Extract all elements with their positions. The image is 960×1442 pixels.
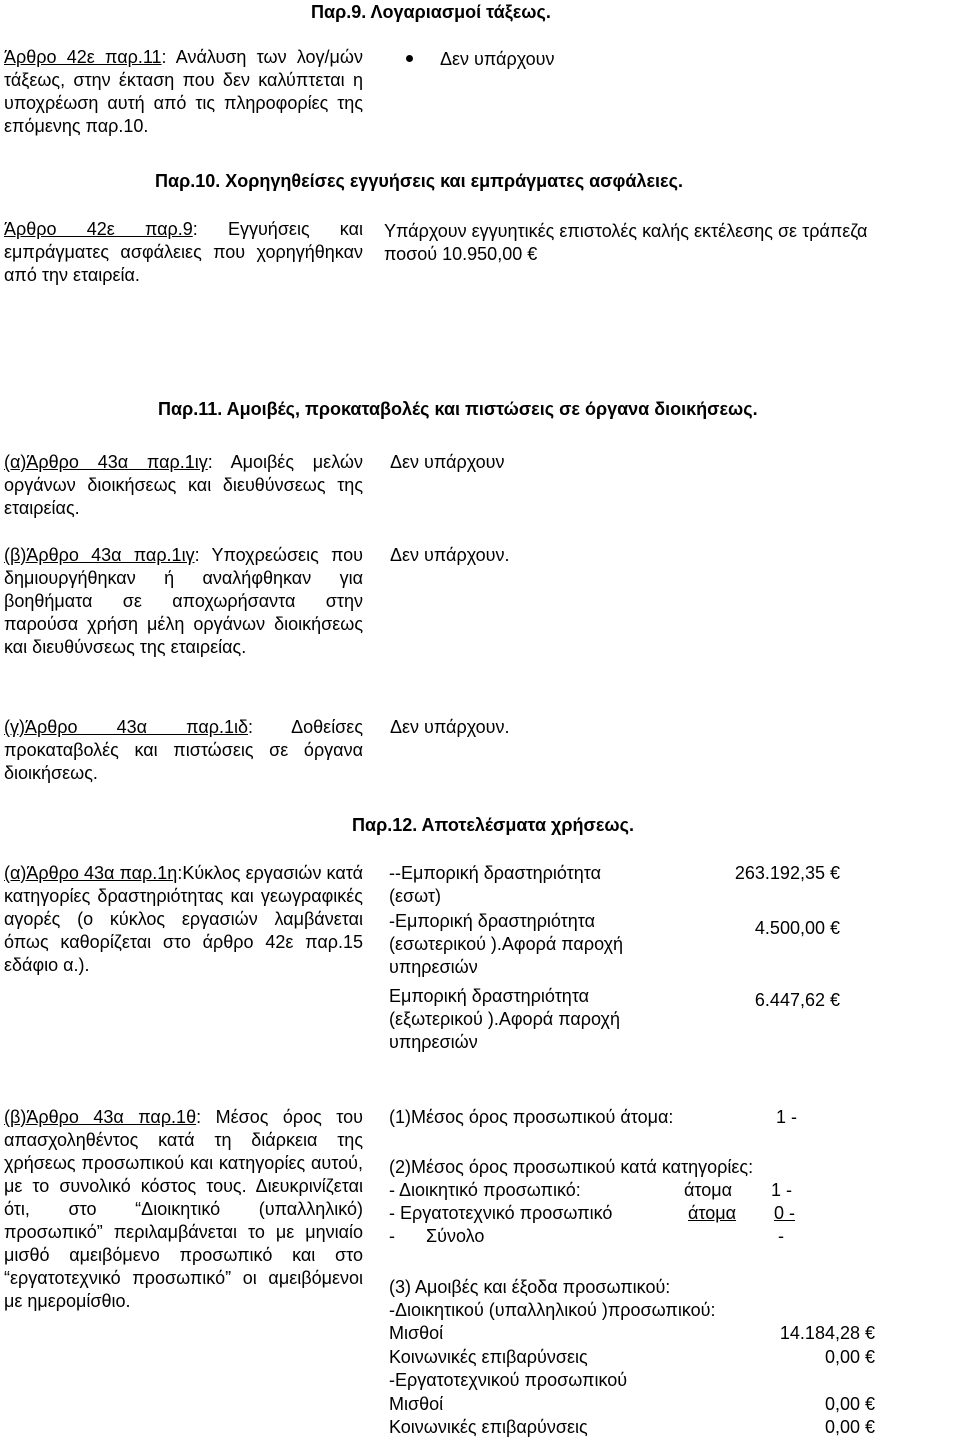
- staff-cat-title: (2)Μέσος όρος προσωπικού κατά κατηγορίες:: [389, 1157, 754, 1177]
- sec10-title: Παρ.10. Χορηγηθείσες εγγυήσεις και εμπράγματες ασφάλειες.: [155, 171, 683, 191]
- sec10-right-line1: Υπάρχουν εγγυητικές επιστολές καλής εκτέλεσης σε τράπεζα: [384, 221, 868, 241]
- sec11-b-text: [4, 544, 363, 659]
- bullet-icon: [406, 55, 413, 62]
- turnover-row-3-amount: 6.447,62 €: [754, 990, 840, 1010]
- sec12-a-ref: (α)Άρθρο 43α παρ.1η: [4, 863, 178, 883]
- sec12-a-desc: :Κύκλος εργασιών κατά κατηγορίες δραστηριότητας και γεωγραφικές αγορές (ο κύκλος εργασιών λαμβάνεται όπως καθορίζεται στο άρθρο 42ε παρ.15 εδάφιο α.).: [4, 863, 363, 975]
- sec11-b-desc: : Υποχρεώσεις που δημιουργήθηκαν ή αναλήφθηκαν για βοηθήματα σε αποχωρήσαντα στην παρούσα χρήση μέλη οργάνων διοικήσεως και διευθύνσεως της εταιρείας.: [4, 545, 364, 657]
- sec10-right-line2: ποσού 10.950,00 €: [384, 244, 538, 264]
- sec11-c-desc: : Δοθείσες προκαταβολές και πιστώσεις σε όργανα διοικήσεως.: [4, 717, 363, 783]
- sec11-c-ref: (γ)Άρθρο 43α παρ.1ιδ: [4, 717, 248, 737]
- staff-total-dash: -: [389, 1226, 395, 1246]
- sec11-b-right: Δεν υπάρχουν.: [390, 545, 510, 565]
- staff-avg-label: (1)Μέσος όρος προσωπικού άτομα:: [389, 1107, 674, 1127]
- turnover-row-3-label2: (εξωτερικού ).Αφορά παροχή: [389, 1009, 621, 1029]
- sec11-a-ref: (α)Άρθρο 43α παρ.1ιγ: [4, 452, 208, 472]
- turnover-row-2-label2: (εσωτερικού ).Αφορά παροχή: [389, 934, 624, 954]
- staff-worker-social-label: Κοινωνικές επιβαρύνσεις: [389, 1417, 588, 1437]
- turnover-row-2-label1: -Εμπορική δραστηριότητα: [389, 911, 596, 931]
- staff-admin-value: 1 -: [771, 1180, 793, 1200]
- sec11-c-text: [4, 716, 363, 785]
- sec10-desc: : Εγγυήσεις και εμπράγματες ασφάλειες που χορηγήθηκαν από την εταιρεία.: [4, 219, 363, 285]
- staff-worker-salary-label: Μισθοί: [389, 1394, 444, 1414]
- turnover-row-3-label3: υπηρεσιών: [389, 1032, 478, 1052]
- staff-admin-label: - Διοικητικό προσωπικό:: [389, 1180, 581, 1200]
- turnover-row-2-amount: 4.500,00 €: [754, 918, 840, 938]
- staff-admin-salary: 14.184,28 €: [779, 1323, 875, 1343]
- staff-worker-salary: 0,00 €: [824, 1394, 875, 1414]
- staff-worker-social: 0,00 €: [824, 1417, 875, 1437]
- sec10-left-text: [4, 218, 363, 287]
- sec11-a-text: [4, 451, 363, 520]
- sec9-left-text: [4, 46, 363, 138]
- turnover-row-3-label1: Εμπορική δραστηριότητα: [389, 986, 590, 1006]
- staff-comp-title: (3) Αμοιβές και έξοδα προσωπικού:: [389, 1277, 671, 1297]
- sec11-a-desc: : Αμοιβές μελών οργάνων διοικήσεως και διευθύνσεως της εταιρείας.: [4, 452, 363, 518]
- staff-worker-comp-title: -Εργατοτεχνικού προσωπικού: [389, 1370, 628, 1390]
- staff-worker-value: 0 -: [774, 1203, 796, 1223]
- sec12-a-text: [4, 862, 363, 977]
- staff-total-label: Σύνολο: [426, 1226, 485, 1246]
- sec11-c-right: Δεν υπάρχουν.: [390, 717, 510, 737]
- staff-admin-comp-title: -Διοικητικού (υπαλληλικού )προσωπικού:: [389, 1300, 716, 1320]
- sec11-a-right: Δεν υπάρχουν: [390, 452, 505, 472]
- turnover-row-1-label2: (εσωτ): [389, 886, 442, 906]
- staff-worker-label: - Εργατοτεχνικό προσωπικό: [389, 1203, 613, 1223]
- sec12-title: Παρ.12. Αποτελέσματα χρήσεως.: [352, 815, 634, 835]
- sec12-b-ref: (β)Άρθρο 43α παρ.1θ: [4, 1107, 197, 1127]
- staff-admin-unit: άτομα: [684, 1180, 733, 1200]
- staff-admin-social-label: Κοινωνικές επιβαρύνσεις: [389, 1347, 588, 1367]
- turnover-row-1-amount: 263.192,35 €: [734, 863, 840, 883]
- staff-total-value: -: [778, 1226, 784, 1246]
- staff-admin-social: 0,00 €: [824, 1347, 875, 1367]
- sec9-right: Δεν υπάρχουν: [440, 49, 555, 69]
- sec12-b-text: [4, 1106, 363, 1313]
- turnover-row-1-label1: --Εμπορική δραστηριότητα: [389, 863, 602, 883]
- sec11-b-ref: (β)Άρθρο 43α παρ.1ιγ: [4, 545, 195, 565]
- sec9-ref: Άρθρο 42ε παρ.11: [4, 47, 162, 67]
- sec11-title: Παρ.11. Αμοιβές, προκαταβολές και πιστώσεις σε όργανα διοικήσεως.: [158, 399, 758, 419]
- staff-worker-unit: άτομα: [688, 1203, 737, 1223]
- sec12-b-desc: : Μέσος όρος του απασχοληθέντος κατά τη διάρκεια της χρήσεως προσωπικού και κατηγορίες αυτού, με το συνολικό κόστος τους. Διευκρινίζεται ότι, στο “Διοικητικό (υπαλληλικό) προσωπικό” περιλαμβάνεται το με μηνιαίο μισθό αμειβόμενο προσωπικό και στο “εργατοτεχνικό προσωπικό” οι αμειβόμενοι με ημερομίσθιο.: [4, 1107, 364, 1311]
- sec9-title: Παρ.9. Λογαριασμοί τάξεως.: [311, 2, 551, 22]
- turnover-row-2-label3: υπηρεσιών: [389, 957, 478, 977]
- staff-admin-salary-label: Μισθοί: [389, 1323, 444, 1343]
- sec10-ref: Άρθρο 42ε παρ.9: [4, 219, 193, 239]
- staff-avg-value: 1 -: [776, 1107, 798, 1127]
- sec9-desc: : Ανάλυση των λογ/μών τάξεως, στην έκταση που δεν καλύπτεται η υποχρέωση αυτή από τις πληροφορίες της επόμενης παρ.10.: [4, 47, 363, 136]
